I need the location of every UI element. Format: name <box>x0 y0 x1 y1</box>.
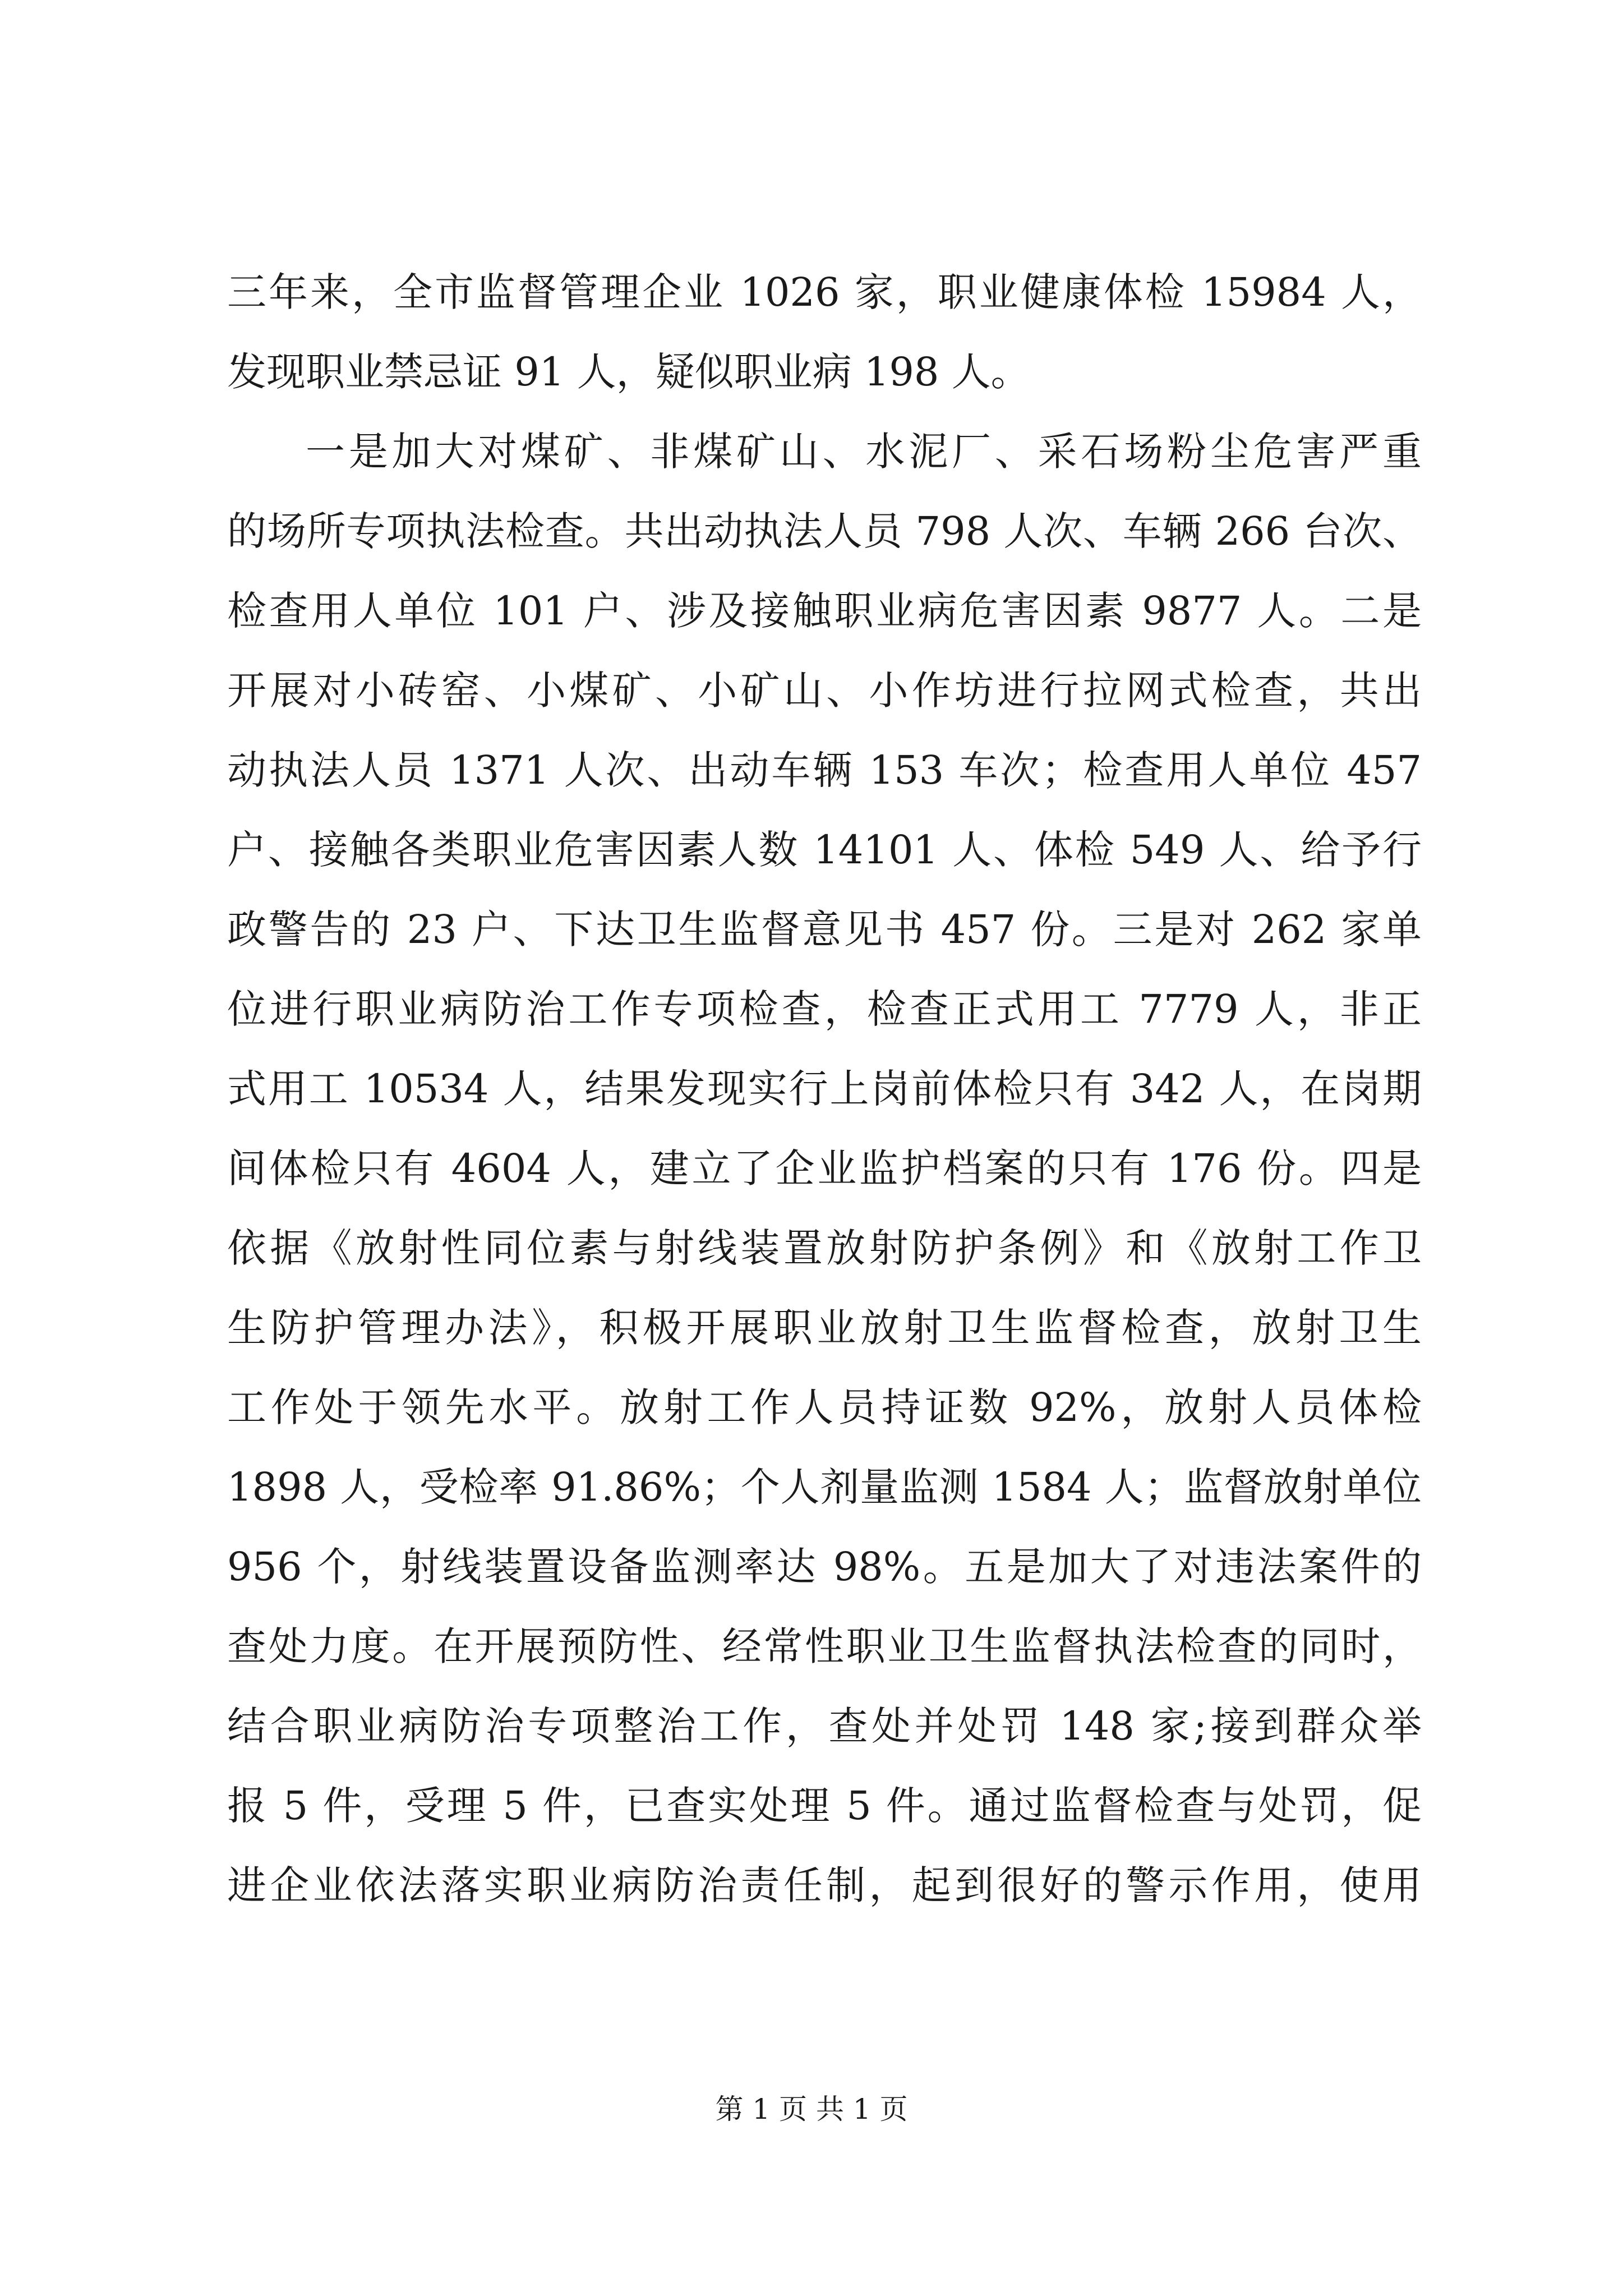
text-line: 956 个，射线装置设备监测率达 98%。五是加大了对违法案件的 <box>227 1544 1422 1590</box>
text-line: 检查用人单位 101 户、涉及接触职业病危害因素 9877 人。二是 <box>227 588 1422 634</box>
text-line: 式用工 10534 人，结果发现实行上岗前体检只有 342 人，在岗期 <box>227 1066 1422 1112</box>
text-line: 报 5 件，受理 5 件，已查实处理 5 件。通过监督检查与处罚，促 <box>227 1783 1422 1829</box>
paragraph-summary <box>227 252 1422 412</box>
paragraph-details <box>227 412 1422 1925</box>
text-line: 户、接触各类职业危害因素人数 14101 人、体检 549 人、给予行 <box>227 827 1422 873</box>
text-line: 位进行职业病防治工作专项检查，检查正式用工 7779 人，非正 <box>227 986 1422 1032</box>
text-line: 生防护管理办法》，积极开展职业放射卫生监督检查，放射卫生 <box>227 1305 1422 1351</box>
text-line: 查处力度。在开展预防性、经常性职业卫生监督执法检查的同时， <box>227 1623 1422 1669</box>
text-line: 三年来，全市监督管理企业 1026 家，职业健康体检 15984 人， <box>227 269 1422 315</box>
text-line: 政警告的 23 户、下达卫生监督意见书 457 份。三是对 262 家单 <box>227 907 1422 953</box>
text-line: 工作处于领先水平。放射工作人员持证数 92%，放射人员体检 <box>227 1384 1422 1430</box>
page-number-footer: 第 1 页 共 1 页 <box>715 2093 908 2125</box>
text-line: 的场所专项执法检查。共出动执法人员 798 人次、车辆 266 台次、 <box>227 508 1422 554</box>
text-line: 动执法人员 1371 人次、出动车辆 153 车次；检查用人单位 457 <box>227 747 1422 793</box>
text-line: 间体检只有 4604 人，建立了企业监护档案的只有 176 份。四是 <box>227 1145 1422 1191</box>
document-body <box>227 252 1422 1925</box>
text-line: 进企业依法落实职业病防治责任制，起到很好的警示作用，使用 <box>227 1862 1422 1908</box>
text-line: 发现职业禁忌证 91 人，疑似职业病 198 人。 <box>227 349 1030 395</box>
text-line: 结合职业病防治专项整治工作，查处并处罚 148 家;接到群众举 <box>227 1703 1422 1749</box>
text-line: 开展对小砖窑、小煤矿、小矿山、小作坊进行拉网式检查，共出 <box>227 668 1422 714</box>
text-line: 1898 人，受检率 91.86%；个人剂量监测 1584 人；监督放射单位 <box>227 1464 1422 1510</box>
text-line: 依据《放射性同位素与射线装置放射防护条例》和《放射工作卫 <box>227 1225 1422 1271</box>
text-line: 一是加大对煤矿、非煤矿山、水泥厂、采石场粉尘危害严重 <box>306 429 1422 475</box>
